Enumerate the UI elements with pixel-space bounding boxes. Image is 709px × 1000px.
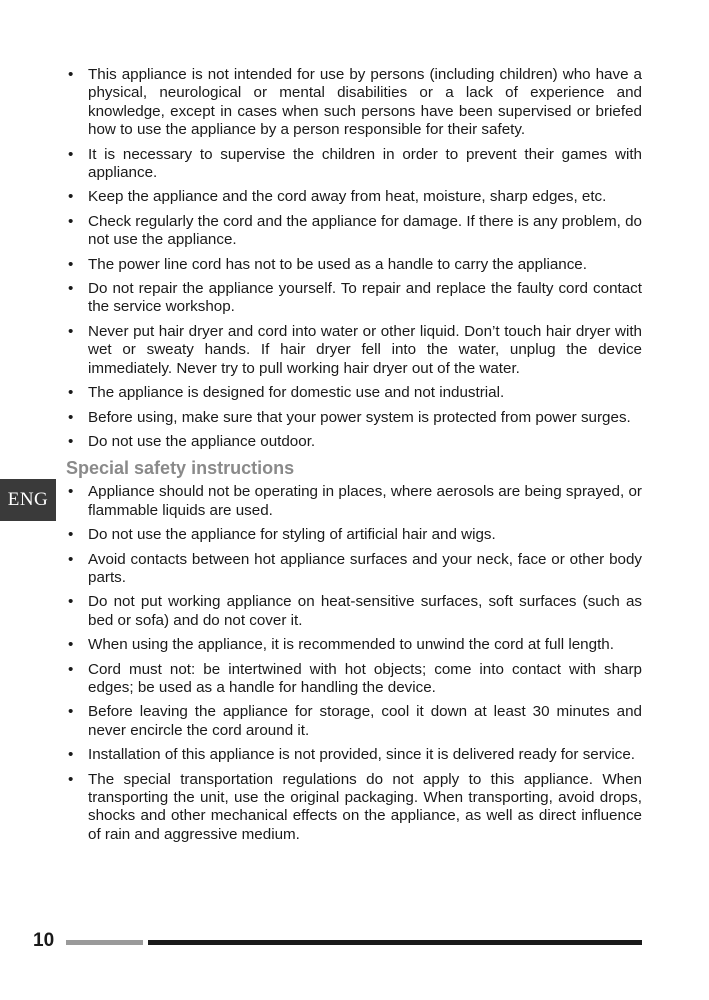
list-item-text: Do not put working appliance on heat-sensitive surfaces, soft surfaces (such as bed or sofa) and do not cover it. [88,593,642,629]
list-item [66,256,642,274]
bullet-icon: • [68,255,74,273]
footer-bar-grey [66,940,143,945]
bullet-icon: • [68,526,74,544]
language-tab: ENG [0,479,56,521]
page-content [66,66,642,850]
bullet-icon: • [68,703,74,721]
list-item-text: Do not repair the appliance yourself. To repair and replace the faulty cord contact the service workshop. [88,280,642,316]
bullet-icon: • [68,322,74,340]
bullet-icon: • [68,145,74,163]
list-item-text: Avoid contacts between hot appliance surfaces and your neck, face or other body parts. [88,550,642,586]
list-item [66,703,642,740]
list-item-text: Keep the appliance and the cord away from heat, moisture, sharp edges, etc. [88,188,607,206]
bullet-icon: • [68,280,74,298]
bullet-icon: • [68,746,74,764]
list-item-text: Do not use the appliance for styling of artificial hair and wigs. [88,526,496,544]
list-item [66,188,642,206]
bullet-icon: • [68,483,74,501]
list-item-text: When using the appliance, it is recommended to unwind the cord at full length. [88,636,614,654]
special-safety-list [66,483,642,844]
list-item [66,483,642,520]
list-item [66,636,642,654]
bullet-icon: • [68,636,74,654]
list-item [66,384,642,402]
list-item [66,66,642,140]
list-item [66,280,642,317]
list-item-text: Before leaving the appliance for storage, cool it down at least 30 minutes and never encircle the cord around it. [88,703,642,739]
footer-bar-black [148,940,642,945]
list-item [66,661,642,698]
list-item-text: It is necessary to supervise the children in order to prevent their games with appliance. [88,145,642,182]
bullet-icon: • [68,188,74,206]
list-item [66,323,642,378]
bullet-icon: • [68,770,74,788]
bullet-icon: • [68,432,74,450]
list-item [66,551,642,588]
bullet-icon: • [68,408,74,426]
list-item-text: Appliance should not be operating in places, where aerosols are being sprayed, or flammable liquids are used. [88,483,642,519]
list-item [66,146,642,183]
list-item-text: Check regularly the cord and the appliance for damage. If there is any problem, do not use the appliance. [88,212,642,249]
bullet-icon: • [68,384,74,402]
bullet-icon: • [68,593,74,611]
bullet-icon: • [68,660,74,678]
list-item-text: The appliance is designed for domestic use and not industrial. [88,384,505,402]
list-item-text: Cord must not: be intertwined with hot objects; come into contact with sharp edges; be used as a handle for handling the device. [88,660,642,696]
list-item-text: Before using, make sure that your power system is protected from power surges. [88,408,631,426]
list-item [66,213,642,250]
page-number: 10 [33,930,55,951]
list-item [66,433,642,451]
list-item [66,526,642,544]
list-item [66,593,642,630]
list-item-text: Do not use the appliance outdoor. [88,432,316,450]
list-item [66,746,642,764]
list-item-text: Installation of this appliance is not provided, since it is delivered ready for service. [88,746,636,764]
list-item-text: This appliance is not intended for use by persons (including children) who have a physical, neurological or mental disabilities or a lack of experience and knowledge, except in cases when such persons have been supervised or briefed how to use the appliance by a person responsible for their safety. [88,66,642,139]
list-item [66,771,642,845]
section-heading: Special safety instructions [66,458,295,479]
list-item-text: Never put hair dryer and cord into water or other liquid. Don’t touch hair dryer with wet or sweaty hands. If hair dryer fell into the water, unplug the device immediately. Never try to pull working hair dryer out of the water. [88,322,642,377]
bullet-icon: • [68,66,74,83]
list-item-text: The special transportation regulations do not apply to this appliance. When transporting the unit, use the original packaging. When transporting, avoid drops, shocks and other mechanical effects on the appliance, as well as direct influence of rain and aggressive medium. [88,770,642,843]
bullet-icon: • [68,212,74,230]
general-safety-list [66,66,642,451]
list-item-text: The power line cord has not to be used as a handle to carry the appliance. [88,255,587,273]
list-item [66,409,642,427]
bullet-icon: • [68,550,74,568]
